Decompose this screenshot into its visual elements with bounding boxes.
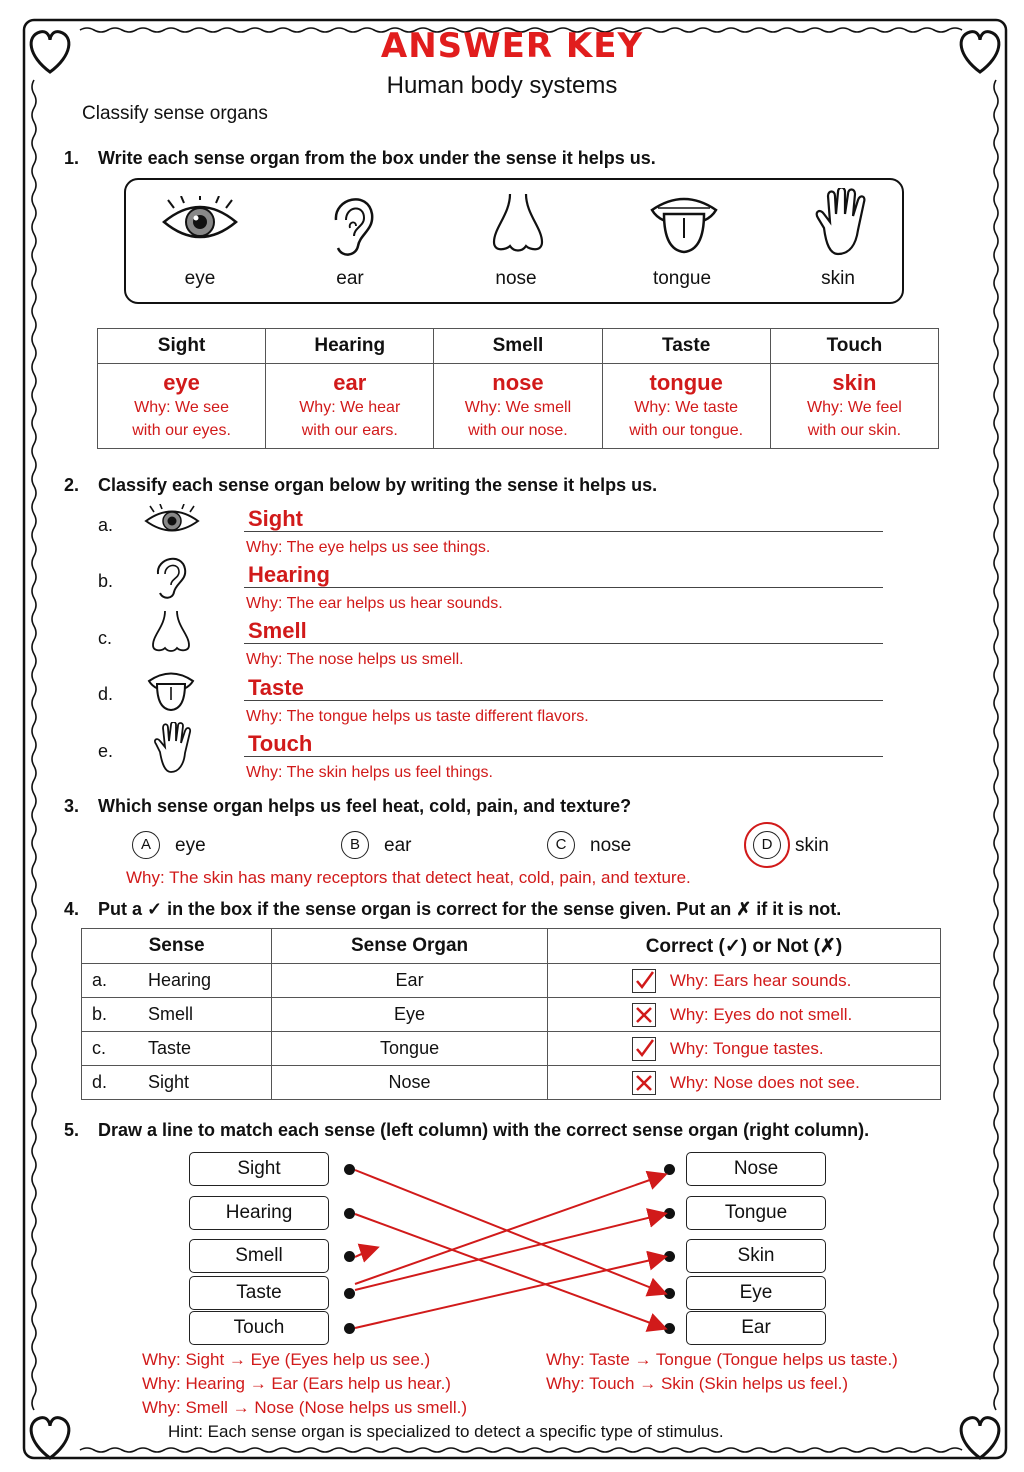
row-letter: b.: [92, 1004, 108, 1024]
item-letter: c.: [98, 628, 113, 648]
organ-word: skin: [821, 268, 855, 289]
why-text: Why: We taste: [634, 399, 739, 416]
organ-word: nose: [495, 268, 537, 289]
why-text: with our skin.: [807, 422, 902, 439]
why-text: Why: The skin helps us feel things.: [246, 764, 493, 781]
why-text: Why: The tongue helps us taste different flavors.: [246, 708, 589, 725]
organ-cell: Ear: [272, 964, 548, 998]
why-text: Why: Ears hear sounds.: [669, 970, 852, 990]
question-text: Which sense organ helps us feel heat, cold, pain, and texture?: [98, 796, 632, 816]
answer-text: Hearing: [248, 562, 330, 587]
question-text: Draw a line to match each sense (left column) with the correct sense organ (right column).: [98, 1120, 870, 1140]
organ-word: eye: [184, 268, 216, 289]
option-b-circle[interactable]: B: [341, 831, 369, 859]
sense-cell: Taste: [148, 1038, 192, 1058]
table-header: Sense Organ: [272, 929, 548, 964]
match-left-box[interactable]: Hearing: [189, 1196, 329, 1230]
why-text: Why: Nose does not see.: [669, 1072, 860, 1092]
table-header: Smell: [434, 329, 602, 364]
why-text: Why: The eye helps us see things.: [246, 539, 491, 556]
answer-text: Smell: [248, 618, 307, 643]
why-text: Why: Eyes do not smell.: [669, 1004, 853, 1024]
topic-label: Classify sense organs: [82, 103, 268, 124]
why-text: Why: We see: [134, 399, 229, 416]
match-right-box[interactable]: Ear: [686, 1311, 826, 1345]
table-header: Sense: [82, 929, 272, 964]
option-d-text: skin: [795, 835, 829, 856]
why-text: with our eyes.: [132, 422, 231, 439]
match-left-box[interactable]: Touch: [189, 1311, 329, 1345]
hint-text: Hint: Each sense organ is specialized to detect a specific type of stimulus.: [168, 1422, 724, 1441]
match-left-box[interactable]: Smell: [189, 1239, 329, 1273]
why-text: Why: Smell → Nose (Nose helps us smell.): [142, 1398, 467, 1417]
match-left-box[interactable]: Sight: [189, 1152, 329, 1186]
why-text: Why: The ear helps us hear sounds.: [246, 595, 503, 612]
answer-text: Touch: [248, 731, 313, 756]
organ-cell: Eye: [272, 998, 548, 1032]
why-text: Why: Touch → Skin (Skin helps us feel.): [546, 1374, 849, 1393]
question-number: 1.: [64, 148, 80, 168]
question-number: 5.: [64, 1120, 80, 1140]
why-text: Why: We smell: [464, 399, 572, 416]
answer-text: nose: [492, 370, 544, 395]
answer-text: ear: [333, 370, 367, 395]
page-subtitle: Human body systems: [386, 72, 618, 99]
match-right-box[interactable]: Tongue: [686, 1196, 826, 1230]
why-text: Why: The nose helps us smell.: [246, 651, 464, 668]
question-number: 2.: [64, 475, 80, 495]
why-text: Why: We hear: [299, 399, 401, 416]
question-number: 3.: [64, 796, 80, 816]
why-text: with our ears.: [301, 422, 398, 439]
sense-cell: Hearing: [148, 970, 212, 990]
question-text: Classify each sense organ below by writing the sense it helps us.: [98, 475, 658, 495]
why-text: with our nose.: [468, 422, 568, 439]
table-header: Hearing: [266, 329, 434, 364]
why-text: Why: Sight → Eye (Eyes help us see.): [142, 1350, 431, 1369]
match-right-box[interactable]: Eye: [686, 1276, 826, 1310]
why-text: Why: Taste → Tongue (Tongue helps us taste.): [546, 1350, 898, 1369]
option-d-circle[interactable]: D: [753, 831, 781, 859]
match-right-box[interactable]: Skin: [686, 1239, 826, 1273]
row-letter: d.: [92, 1072, 108, 1092]
answer-text: Taste: [248, 675, 304, 700]
page-title: ANSWER KEY: [380, 26, 644, 66]
table-header: Sight: [98, 329, 266, 364]
organ-word: ear: [336, 268, 364, 289]
item-letter: e.: [98, 741, 114, 761]
organ-word: tongue: [652, 268, 712, 289]
item-letter: d.: [98, 684, 114, 704]
item-letter: b.: [98, 571, 114, 591]
why-text: Why: Hearing → Ear (Ears help us hear.): [142, 1374, 451, 1393]
match-right-box[interactable]: Nose: [686, 1152, 826, 1186]
question-text: Write each sense organ from the box under the sense it helps us.: [98, 148, 656, 168]
option-c-circle[interactable]: C: [547, 831, 575, 859]
why-text: Why: We feel: [806, 399, 902, 416]
option-b-text: ear: [384, 835, 412, 856]
answer-text: skin: [832, 370, 877, 395]
why-text: Why: Tongue tastes.: [669, 1038, 824, 1058]
match-left-box[interactable]: Taste: [189, 1276, 329, 1310]
table-header: Touch: [770, 329, 938, 364]
match-line-taste-tongue: [355, 1214, 664, 1290]
organ-cell: Tongue: [272, 1032, 548, 1066]
question-number: 4.: [64, 899, 80, 919]
option-c-text: nose: [590, 835, 632, 856]
answer-text: tongue: [649, 370, 723, 395]
answer-text: Sight: [248, 506, 303, 531]
item-letter: a.: [98, 515, 114, 535]
sense-cell: Sight: [148, 1072, 190, 1092]
answer-text: eye: [163, 370, 200, 395]
table-header: Taste: [602, 329, 770, 364]
organ-cell: Nose: [272, 1066, 548, 1100]
why-text: with our tongue.: [629, 422, 744, 439]
row-letter: c.: [92, 1038, 107, 1058]
option-a-circle[interactable]: A: [132, 831, 160, 859]
match-line-stub: [355, 1248, 376, 1257]
question-text: Put a ✓ in the box if the sense organ is correct for the sense given. Put an ✗ if it is not.: [98, 899, 842, 919]
sense-cell: Smell: [148, 1004, 194, 1024]
row-letter: a.: [92, 970, 108, 990]
why-text: Why: The skin has many receptors that detect heat, cold, pain, and texture.: [126, 868, 691, 887]
table-header: Correct (✓) or Not (✗): [547, 929, 940, 964]
option-a-text: eye: [175, 835, 206, 856]
